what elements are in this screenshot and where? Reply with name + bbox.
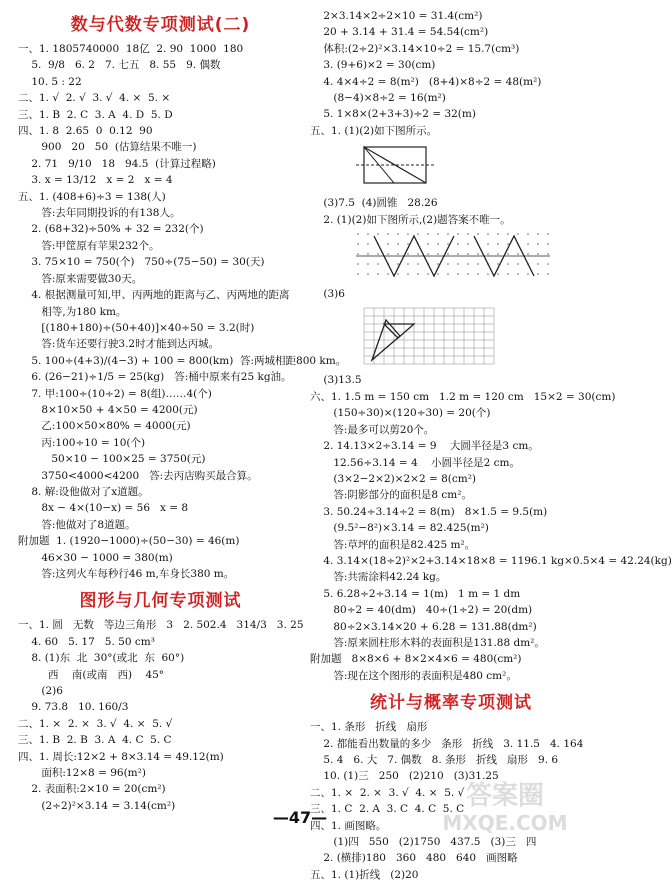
- answer-line: 面积:12×8 = 96(m²): [18, 767, 146, 780]
- answer-line: 3. x = 13/12 x = 2 x = 4: [18, 174, 173, 187]
- answer-line: 8×10×50 + 4×50 = 4200(元): [18, 403, 198, 416]
- answer-line: 2. 71 9/10 18 94.5 (计算过程略): [18, 157, 216, 170]
- answer-line: 3. 75×10 = 750(个) 750÷(75−50) = 30(天): [18, 256, 265, 269]
- answer-line: 附加题 1. (1920−1000)÷(50−30) = 46(m): [18, 535, 240, 548]
- answer-line: 二、1. √ 2. √ 3. √ 4. × 5. ×: [18, 92, 171, 105]
- answer-line: 8x − 4×(10−x) = 56 x = 8: [18, 502, 189, 515]
- page-number: —47—: [272, 808, 328, 827]
- symmetry-grid-figure: [354, 230, 554, 284]
- answer-line: 80÷2×3.14×20 + 6.28 = 131.88(dm²): [310, 620, 537, 633]
- answer-line: 答:最多可以剪20个。: [310, 423, 435, 436]
- answers-geometry-part5: [310, 372, 672, 684]
- answer-line: 五、1. (1)折线 (2)20: [310, 868, 419, 881]
- answers-geometry-part4: [310, 286, 592, 302]
- answer-line: 三、1. B 2. C 3. A 4. D 5. D: [18, 108, 173, 121]
- answer-line: [(180+180)÷(50+40)]×40÷50 = 3.2(时): [18, 321, 255, 334]
- answer-line: 8. 解:设他做对了x道题。: [18, 485, 149, 498]
- watermark-text: 答案圈: [465, 781, 545, 811]
- answer-line: 5. 100÷(4+3)/(4−3) + 100 = 800(km) 答:两城相距800 km。: [18, 354, 347, 367]
- answer-line: 六、1. 1.5 m = 150 cm 1.2 m = 120 cm 15×2 = 30(cm): [310, 390, 616, 403]
- answer-line: 2. 14.13×2÷3.14 = 9 大圆半径是3 cm。: [310, 440, 539, 453]
- answer-line: 4. 根据测量可知,甲、丙两地的距离与乙、丙两地的距离: [18, 289, 290, 302]
- answer-line: 三、1. C 2. A 3. C 4. C 5. C: [310, 803, 465, 816]
- answer-line: (8−4)×8÷2 = 16(m²): [310, 92, 446, 105]
- answer-line: 10. (1)三 250 (2)210 (3)31.25: [310, 770, 499, 783]
- answer-line: 2. (1)(2)如下图所示,(2)题答案不唯一。: [310, 213, 511, 226]
- answer-line: (2÷2)²×3.14 = 3.14(cm²): [18, 799, 176, 812]
- answer-line: 4. 4×4÷2 = 8(m²) (8+4)×8÷2 = 48(m²): [310, 75, 542, 88]
- right-column: [310, 8, 672, 883]
- answer-line: 二、1. × 2. × 3. √ 4. × 5. √: [310, 786, 465, 799]
- section-title-geometry: 图形与几何专项测试: [79, 591, 242, 612]
- answer-line: 二、1. × 2. × 3. √ 4. × 5. √: [18, 717, 173, 730]
- answer-line: 四、1. 周长:12×2 + 8×3.14 = 49.12(m): [18, 750, 224, 763]
- answer-line: 5. 9/8 6. 2 7. 七五 8. 55 9. 偶数: [18, 59, 221, 72]
- answer-line: 2. (68+32)÷50% + 32 = 232(个): [18, 223, 204, 236]
- answer-line: 50×10 − 100×25 = 3750(元): [18, 453, 206, 466]
- answer-line: 12.56÷3.14 = 4 小圆半径是2 cm。: [310, 456, 520, 469]
- answer-line: (2)6: [18, 685, 63, 698]
- answer-line: 8. (1)东 北 30°(或北 东 60°): [18, 652, 185, 665]
- section-title-statistics: 统计与概率专项测试: [370, 693, 532, 714]
- answer-line: 2. 表面积:2×10 = 20(cm²): [18, 783, 166, 796]
- answer-line: (150÷30)×(120÷30) = 20(个): [310, 407, 491, 420]
- answer-line: 答:他做对了8道题。: [18, 518, 136, 531]
- answer-line: (3)7.5 (4)圆锥 28.26: [310, 197, 438, 210]
- answer-line: 答:原来需要做30天。: [18, 272, 143, 285]
- answer-line: 丙:100÷10 = 10(个): [18, 436, 146, 449]
- answer-line: 3. (9+6)×2 = 30(cm): [310, 59, 436, 72]
- answer-line: 10. 5 : 22: [18, 75, 82, 88]
- answer-line: 一、1. 1805740000 18亿 2. 90 1000 180: [18, 43, 244, 55]
- answer-line: 4. 60 5. 17 5. 50 cm³: [18, 635, 155, 648]
- answer-line: 相等,为180 km。: [18, 305, 127, 318]
- answer-line: 答:现在这个图形的表面积是480 cm²。: [310, 669, 517, 682]
- answer-line: 答:共需涂料42.24 kg。: [310, 571, 447, 584]
- answer-line: 5. 1×8×(2+3+3)÷2 = 32(m): [310, 108, 476, 121]
- rectangle-diagonal-figure: [354, 141, 504, 193]
- answer-line: 5. 6.28÷2÷3.14 = 1(m) 1 m = 1 dm: [310, 587, 521, 600]
- answer-line: 80÷2 = 40(dm) 40÷(1÷2) = 20(dm): [310, 604, 533, 617]
- answer-line: 答:这列火车每秒行46 m,车身长380 m。: [18, 568, 235, 580]
- answer-line: 答:原来圆柱形木料的表面积是131.88 dm²。: [310, 636, 545, 649]
- answer-line: 四、1. 画图略。: [310, 819, 387, 832]
- answer-line: 2. (横排)180 360 480 640 画图略: [310, 852, 518, 865]
- answer-line: 答:阴影部分的面积是8 cm²。: [310, 489, 472, 502]
- section-title-number-algebra: 数与代数专项测试(二): [70, 15, 251, 35]
- answer-line: 乙:100×50×80% = 4000(元): [18, 420, 191, 433]
- answer-line: 五、1. (408+6)÷3 = 138(人): [18, 190, 166, 203]
- answer-line: 20 + 3.14 + 31.4 = 54.54(cm²): [310, 26, 489, 39]
- answer-line: (3)13.5: [310, 374, 362, 387]
- answer-line: 4. 3.14×(18÷2)²×2+3.14×18×8 = 1196.1 kg×0.5×4 = 42.24(kg): [310, 554, 672, 567]
- answer-line: (3×2−2×2)×2×2 = 8(cm²): [310, 472, 477, 485]
- answer-line: 西 南(或南 西) 45°: [18, 668, 165, 681]
- answer-line: 9. 73.8 10. 160/3: [18, 701, 129, 714]
- answer-line: (1)四 550 (2)1750 437.5 (3)三 四: [310, 836, 537, 849]
- answer-line: 答:草坪的面积是82.425 m²。: [310, 538, 476, 551]
- answer-line: 2×3.14×2÷2×10 = 31.4(cm²): [310, 10, 483, 22]
- answer-line: 46×30 − 1000 = 380(m): [18, 551, 173, 564]
- answers-geometry-part3: [310, 195, 592, 228]
- answer-line: 答:甲筐原有苹果232个。: [18, 239, 160, 252]
- answer-line: 3. 50.24÷3.14÷2 = 8(m) 8×1.5 = 9.5(m): [310, 505, 548, 518]
- answer-line: 5. 4 6. 大 7. 偶数 8. 条形 折线 扇形 9. 6: [310, 754, 559, 766]
- answer-line: (3)6: [310, 288, 345, 301]
- answer-line: (9.5²−8²)×3.14 = 82.425(m²): [310, 522, 489, 535]
- answer-line: 7. 甲:100÷(10÷2) = 8(组)……4(个): [18, 387, 212, 400]
- answer-line: 答:去年同期投诉的有138人。: [18, 207, 181, 220]
- answer-line: 3750<4000<4200 答:去丙店购买最合算。: [18, 469, 258, 482]
- answer-line: 四、1. 8 2.65 0 0.12 90: [18, 125, 153, 138]
- answer-line: 体积:(2÷2)²×3.14×10÷2 = 15.7(cm³): [310, 42, 520, 55]
- answer-line: 附加题 8×8×6 + 8×2×4×6 = 480(cm²): [310, 653, 522, 666]
- watermark-url: MXQE.COM: [442, 811, 568, 835]
- answer-line: 一、1. 圆 无数 等边三角形 3 2. 502.4 314/3 3. 25: [18, 619, 304, 632]
- answer-line: 一、1. 条形 折线 扇形: [310, 721, 428, 734]
- answers-geometry-part2: [310, 8, 592, 139]
- answer-line: 三、1. B 2. B 3. A 4. C 5. C: [18, 734, 172, 747]
- answer-line: 6. (26−21)÷1/5 = 25(kg) 答:桶中原来有25 kg油。: [18, 371, 292, 384]
- answer-line: 2. 都能看出数量的多少 条形 折线 3. 11.5 4. 164: [310, 737, 584, 750]
- answer-line: 900 20 50 (估算结果不唯一): [18, 141, 197, 154]
- answer-line: 五、1. (1)(2)如下图所示。: [310, 124, 438, 137]
- watermark-logo: [420, 776, 590, 836]
- rotation-grid-figure: [354, 304, 504, 370]
- answers-geometry-part1: [18, 617, 303, 814]
- answer-line: 答:货车还要行驶3.2时才能到达丙城。: [18, 338, 220, 351]
